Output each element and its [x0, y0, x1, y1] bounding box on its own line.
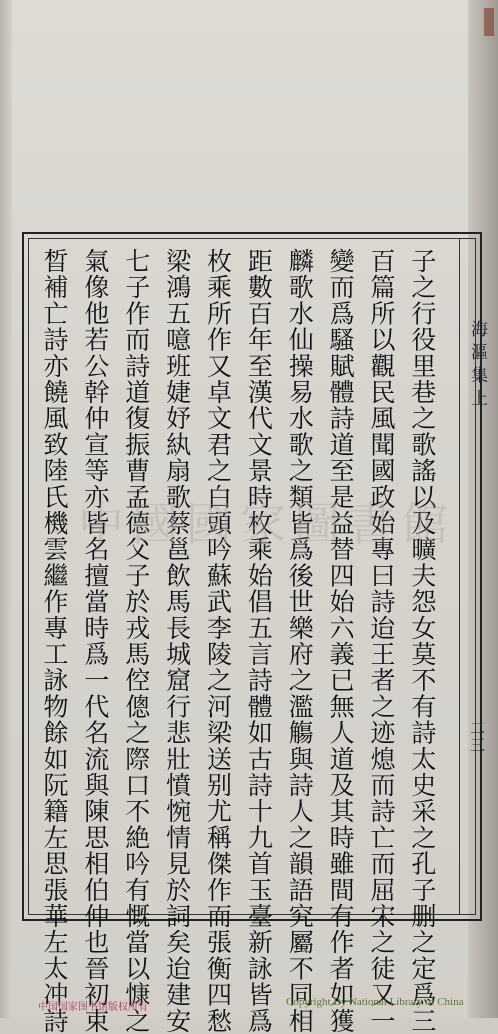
- text-column: 子之行役里巷之歌謠以及曠夫怨女莫不有詩太史采之孔子删之定爲三: [407, 248, 437, 1034]
- footer-copyright-cn: 中国国家图书馆版权所有: [38, 1002, 148, 1013]
- text-column: 氣像他若公幹仲宣等亦皆名擅當時爲一代名流與陳思相伯仲也晉初束: [80, 248, 110, 1034]
- text-column: 枚乘所作又卓文君之白頭吟蘇武李陵之河梁送别尤稱傑作而張衡四愁: [203, 248, 233, 1034]
- text-column: 梁鴻五噫班婕妤紈扇歌蔡邕飲馬長城窟行悲壯憤惋情見於詞矣迨建安: [162, 248, 192, 1034]
- text-column: 麟歌水仙操易水歌之類皆爲後世樂府之濫觴與詩人之韻語究屬不同相: [285, 248, 315, 1034]
- margin-page-number: 二三: [468, 720, 486, 754]
- text-column: 距數百年至漢代文景時枚乘始倡五言詩體如古詩十九首玉臺新詠皆爲: [244, 248, 274, 1034]
- text-column: 變而爲騷賦體詩道至是益替四始六義已無人道及其時雖間有作者如獲: [326, 248, 356, 1034]
- library-watermark: 中國國家圖書館: [78, 497, 456, 551]
- top-margin-blank: [0, 0, 498, 232]
- margin-book-title: 海漚集上: [467, 320, 487, 412]
- text-column: 晳補亡詩亦饒風致陸氏機雲繼作專工詠物餘如阮籍左思張華左太冲詩: [40, 248, 69, 1034]
- footer-copyright-en: Copyright By National Library of China: [286, 996, 464, 1008]
- text-column: 百篇所以觀民風聞國政始專曰詩迨王者之迹熄而詩亡而屈宋之徒又一: [367, 248, 396, 1034]
- margin-divider: [459, 238, 460, 915]
- text-column: 七子作而詩道復振曹孟德父子於戎馬倥傯之際口不絶吟有慨當以慷之: [121, 248, 151, 1034]
- binding-mark: [484, 8, 494, 36]
